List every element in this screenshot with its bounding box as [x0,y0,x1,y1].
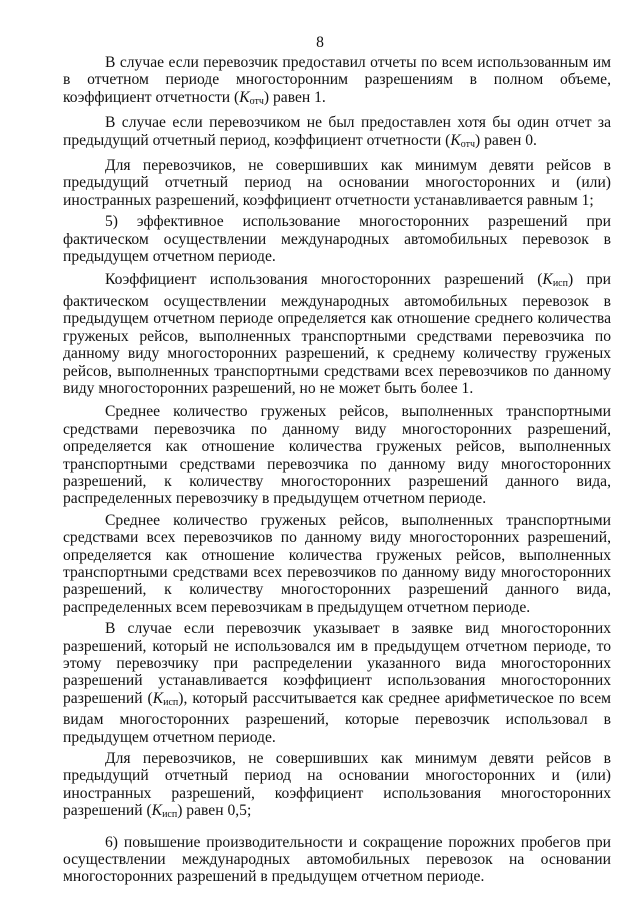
paragraph-reporting-full: В случае если перевозчик предоставил отчеты по всем использованным им в отчетном периоде многосторонним разрешениям в полном объеме, коэффициент отчетности $(K_{отч})$ равен 1. [63,54,611,107]
paragraph-item-5: 5) эффективное использование многосторонних разрешений при фактическом осуществлении международных автомобильных перевозок в предыдущем отчетном периоде. [63,213,611,266]
paragraph-usage-few-trips: Для перевозчиков, не совершивших как минимум девяти рейсов в предыдущий отчетный период на основании многосторонних и (или) иностранных разрешений, коэффициент использования многосторонних разрешений $(K_{исп})$ равен 0,5; [63,750,611,821]
page-number: 8 [316,34,324,51]
document-body [63,54,611,890]
paragraph-carrier-average: Среднее количество груженых рейсов, выполненных транспортными средствами перевозчика по данному виду многосторонних разрешений, определяется как отношение количества груженых рейсов, выполненных транспортными средствами перевозчика по данному виду многосторонних разрешений, к количеству многосторонних разрешений данного вида, распределенных перевозчику в предыдущем отчетном периоде. [63,403,611,508]
paragraph-item-6: 6) повышение производительности и сокращение порожних пробегов при осуществлении международных автомобильных перевозок на основании многосторонних разрешений в предыдущем отчетном периоде. [63,833,611,886]
paragraph-all-carriers-average: Среднее количество груженых рейсов, выполненных транспортными средствами всех перевозчиков по данному виду многосторонних разрешений, определяется как отношение количества груженых рейсов, выполненных транспортными средствами всех перевозчиков по данному виду многосторонних разрешений, к количеству многосторонних разрешений данного вида, распределенных всем перевозчикам в предыдущем отчетном периоде. [63,511,611,616]
paragraph-reporting-missing: В случае если перевозчиком не был предоставлен хотя бы один отчет за предыдущий отчетный период, коэффициент отчетности $(K_{отч})$ равен 0. [63,114,611,150]
paragraph-usage-coefficient: Коэффициент использования многосторонних разрешений $(K_{исп})$ при фактическом осуществлении международных автомобильных перевозок в предыдущем отчетном периоде определяется как отношение среднего количества груженых рейсов, выполненных транспортными средствами перевозчика по данному виду многосторонних разрешений, к среднему количеству груженых рейсов, выполненных транспортными средствами всех перевозчиков по данному виду многосторонних разрешений, но не может быть более 1. [63,271,611,397]
paragraph-unused-type: В случае если перевозчик указывает в заявке вид многосторонних разрешений, который не использовался им в предыдущем отчетном периоде, то этому перевозчику при распределении указанного вида многосторонних разрешений устанавливается коэффициент использования многосторонних разрешений $(K_{исп})$, который рассчитывается как среднее арифметическое по всем видам многосторонних разрешений, которые перевозчик использовал в предыдущем отчетном периоде. [63,620,611,746]
paragraph-reporting-few-trips: Для перевозчиков, не совершивших как минимум девяти рейсов в предыдущий отчетный период на основании многосторонних и (или) иностранных разрешений, коэффициент отчетности устанавливается равным 1; [63,157,611,209]
